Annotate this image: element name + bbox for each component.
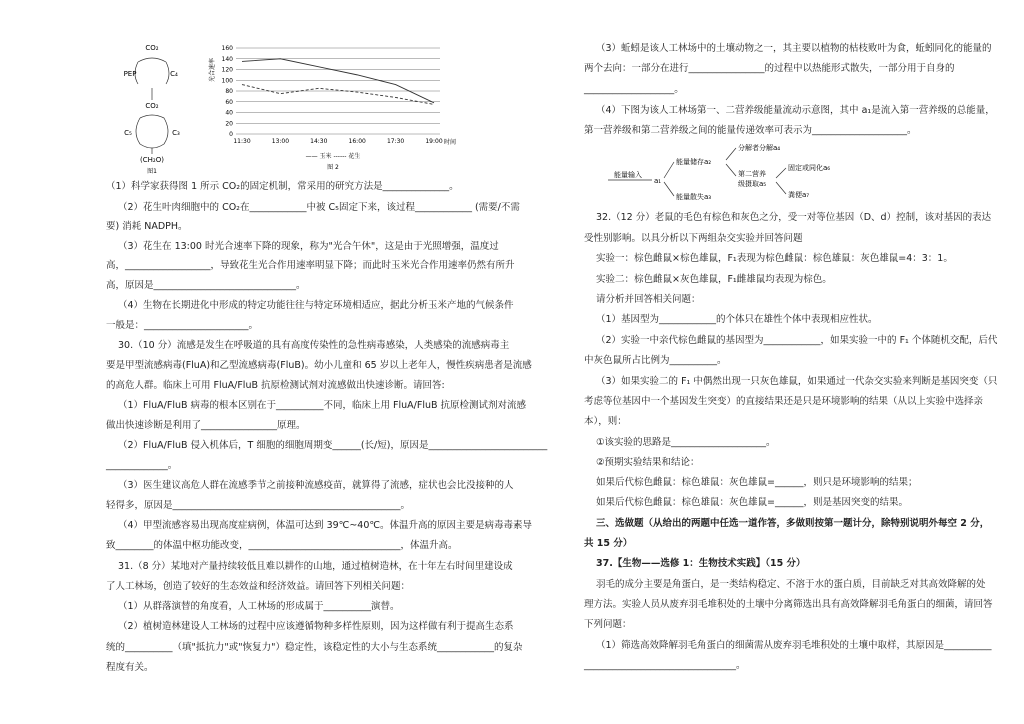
q29-2a: （2）花生叶肉细胞中的 CO₂在____________中被 C₅固定下来，该过程____________ (需要/不需 [118,202,520,213]
chart-y-tick-label: 0 [229,131,233,138]
q37-heading: 37.【生物——选修 1：生物技术实践】（15 分） [596,558,806,569]
q32-3c: 本），则： [584,416,627,427]
q30-3b: 轻得多，原因是________________________________________________。 [106,500,411,511]
chart-legend: —— 玉米 ------ 花生 [305,153,361,160]
q32-3d: ①该实验的思路是____________________。 [596,437,776,448]
fig1-caption: 图1 [147,168,157,175]
chart-y-tick-label: 100 [221,77,233,85]
q30-3a: （3）医生建议高危人群在流感季节之前接种流感疫苗，就算得了流感，症状也会比没接种的人 [118,480,514,491]
q29-3b: 高，__________________，导致花生光合作用速率明显下降；而此时玉米光合作用速率仍然有所升 [106,260,515,271]
fig1-c4-label: C₄ [170,70,178,78]
figure-1-carbon-fixation-diagram [108,40,203,175]
flow-feces: 粪便a₇ [788,191,810,199]
flow-store: 能量储存a₂ [676,158,712,166]
flow-fix: 固定或同化a₆ [788,164,831,172]
chart-x-tick-label: 16:00 [348,138,366,145]
q31-1: （1）从群落演替的角度看，人工林场的形成属于__________演替。 [118,601,400,612]
chart-y-tick-label: 160 [221,45,233,52]
chart-series-line-花生 [242,85,434,105]
flow-decomp: 分解者分解a₄ [738,144,781,152]
section-3-heading-b: 共 15 分） [584,538,633,549]
q32-2a: （2）实验一中亲代棕色雌鼠的基因型为____________，如果实验一中的 F₁ 个体随机交配，后代 [596,335,998,346]
chart-x-tick-label: 13:00 [271,138,290,145]
q37-1a: （1）筛选高效降解羽毛角蛋白的细菌需从废弃羽毛堆积处的土壤中取样，其原因是__________ [596,640,992,651]
q32-ask: 请分析并回答相关问题： [596,294,701,305]
figure-2-line-chart [208,42,458,172]
q29-4b: 一般是：______________________。 [106,320,259,331]
q30-stem-a: 30.（10 分）流感是发生在呼吸道的具有高度传染性的急性病毒感染，人类感染的流感病毒主 [118,340,510,351]
q32-3g: 如果后代棕色雌鼠：棕色雄鼠：灰色雄鼠=______，则是基因突变的结果。 [596,497,908,508]
q32-1: （1）基因型为____________的个体只在雄性个体中表现相应性状。 [596,314,878,325]
q30-stem-b: 要是甲型流感病毒(FluA)和乙型流感病毒(FluB)。幼小儿童和 65 岁以上老年人，慢性疾病患者是流感 [106,360,532,371]
fig1-co2-label: CO₂ [145,44,159,52]
chart-y-tick-label: 140 [221,55,233,63]
chart-caption: 图 2 [327,164,339,171]
chart-x-tick-label: 17:30 [386,138,405,145]
flow-a1: a₁ [654,177,662,185]
q31-3c: ___________________。 [584,84,684,95]
q37-stem-b: 理方法。实验人员从废弃羽毛堆积处的土壤中分离筛选出具有高效降解羽毛角蛋白的细菌，请回答 [584,599,993,610]
q32-exp2: 实验二：棕色雌鼠×灰色雄鼠，F₁雌雄鼠均表现为棕色。 [596,274,832,285]
q31-3b: 两个去向：一部分在进行________________的过程中以热能形式散失，一部分用于自身的 [584,63,955,74]
q29-3c: 高，原因是______________________________。 [106,280,306,291]
q37-stem-a: 羽毛的成分主要是角蛋白，是一类结构稳定、不溶于水的蛋白质，目前缺乏对其高效降解的处 [596,579,986,590]
fig1-c5-label: C₅ [124,129,132,137]
q32-2b: 中灰色鼠所占比例为__________。 [584,355,727,366]
q32-3b: 考虑等位基因中一个基因发生突变）的直接结果还是只是环境影响的结果（从以上实验中选择亲 [584,396,984,407]
chart-y-tick-label: 20 [225,120,233,128]
q30-4b: 致________的体温中枢功能改变，________________________________，体温升高。 [106,540,458,551]
q31-4b: 第一营养级和第二营养级之间的能量传递效率可表示为____________________。 [584,125,917,136]
flow-second2: 级摄取a₅ [738,180,767,188]
q30-1b: 做出快速诊断是利用了________________原理。 [106,420,306,431]
q32-3e: ②预期实验结果和结论： [596,457,700,468]
q37-stem-c: 下列问题： [584,619,632,630]
q32-stem-b: 受性别影响。以具分析以下两组杂交实验并回答问题 [584,233,803,244]
q30-4a: （4）甲型流感容易出现高度症病例，体温可达到 39℃~40℃。体温升高的原因主要是病毒毒素导 [118,520,533,531]
q29-1: （1）科学家获得图 1 所示 CO₂的固定机制，常采用的研究方法是______________。 [106,181,459,192]
fig1-ch2o-label: (CH₂O) [140,156,164,164]
fig1-co2-inner-label: CO₂ [145,102,159,110]
q32-3f: 如果后代棕色雌鼠：棕色雄鼠：灰色雄鼠=______，则只是环境影响的结果； [596,477,918,488]
q31-3a: （3）蚯蚓是该人工林场中的土壤动物之一，其主要以植物的枯枝败叶为食，蚯蚓同化的能量的 [596,43,992,54]
chart-y-axis-label: 光合速率 [209,57,216,82]
chart-y-tick-label: 40 [225,109,233,117]
chart-x-axis-label: 时间 [444,139,457,146]
section-3-heading-a: 三、选做题（从给出的两题中任选一道作答，多做则按第一题计分，除特别说明外每空 2 分， [596,518,990,529]
energy-flow-diagram [608,140,848,204]
q29-3a: （3）花生在 13:00 时光合速率下降的现象，称为"光合午休"，这是由于光照增强，温度过 [118,241,499,252]
right-column [512,0,1024,724]
chart-x-tick-label: 19:00 [425,138,443,145]
flow-loss: 能量散失a₃ [676,193,712,201]
q30-2a: （2）FluA/FluB 侵入机体后，T 细胞的细胞周期变______(长/短)，原因是_________________________ [118,440,548,451]
flow-second: 第二营养 [738,170,766,178]
fig1-pep-label: PEP [123,70,137,78]
q32-stem-a: 32.（12 分）老鼠的毛色有棕色和灰色之分，受一对等位基因（D、d）控制，该对基因的表达 [596,212,992,223]
q31-2c: 程度有关。 [106,662,154,673]
flow-input: 能量输入 [614,171,642,179]
q31-stem-a: 31.（8 分）某地对产量持续较低且难以耕作的山地，通过植树造林，在十年左右时间里建设成 [118,561,513,572]
chart-series-line-玉米 [242,59,434,103]
chart-y-tick-label: 60 [225,98,233,106]
chart-x-tick-label: 11:30 [233,138,251,145]
q32-exp1: 实验一：棕色雌鼠×棕色雄鼠，F₁表现为棕色雌鼠：棕色雄鼠：灰色雄鼠=4：3：1。 [596,253,953,264]
chart-y-tick-label: 120 [221,66,233,74]
q30-stem-c: 的高危人群。临床上可用 FluA/FluB 抗原检测试剂对流感做出快速诊断。请回答: [106,380,445,391]
q29-4a: （4）生物在长期进化中形成的特定功能往往与特定环境相适应，据此分析玉米产地的气候条件 [118,300,514,311]
q31-2a: （2）植树造林建设人工林场的过程中应该遵循物种多样性原则，因为这样做有利于提高生态系 [118,621,514,632]
q30-1a: （1）FluA/FluB 病毒的根本区别在于__________不同，临床上用 FluA/FluB 抗原检测试剂对流感 [118,400,527,411]
q37-1b: ________________________________。 [584,660,746,671]
chart-x-tick-label: 14:30 [310,138,328,145]
q29-2b: 要) 消耗 NADPH。 [106,221,188,232]
q30-2b: _____________。 [106,460,178,471]
q31-4a: （4）下图为该人工林场第一、二营养级能量流动示意图，其中 a₁是流入第一营养级的总能量， [596,105,995,116]
q32-3a: （3）如果实验二的 F₁ 中偶然出现一只灰色雄鼠，如果通过一代杂交实验来判断是基因突变（只 [596,376,998,387]
q31-2b: 统的__________（填"抵抗力"或"恢复力"）稳定性，该稳定性的大小与生态系统____________的复杂 [106,642,523,653]
chart-y-tick-label: 80 [225,88,233,95]
fig1-c3-label: C₃ [172,129,180,137]
q31-stem-b: 了人工林场，创造了较好的生态效益和经济效益。请回答下列相关问题： [106,581,411,592]
